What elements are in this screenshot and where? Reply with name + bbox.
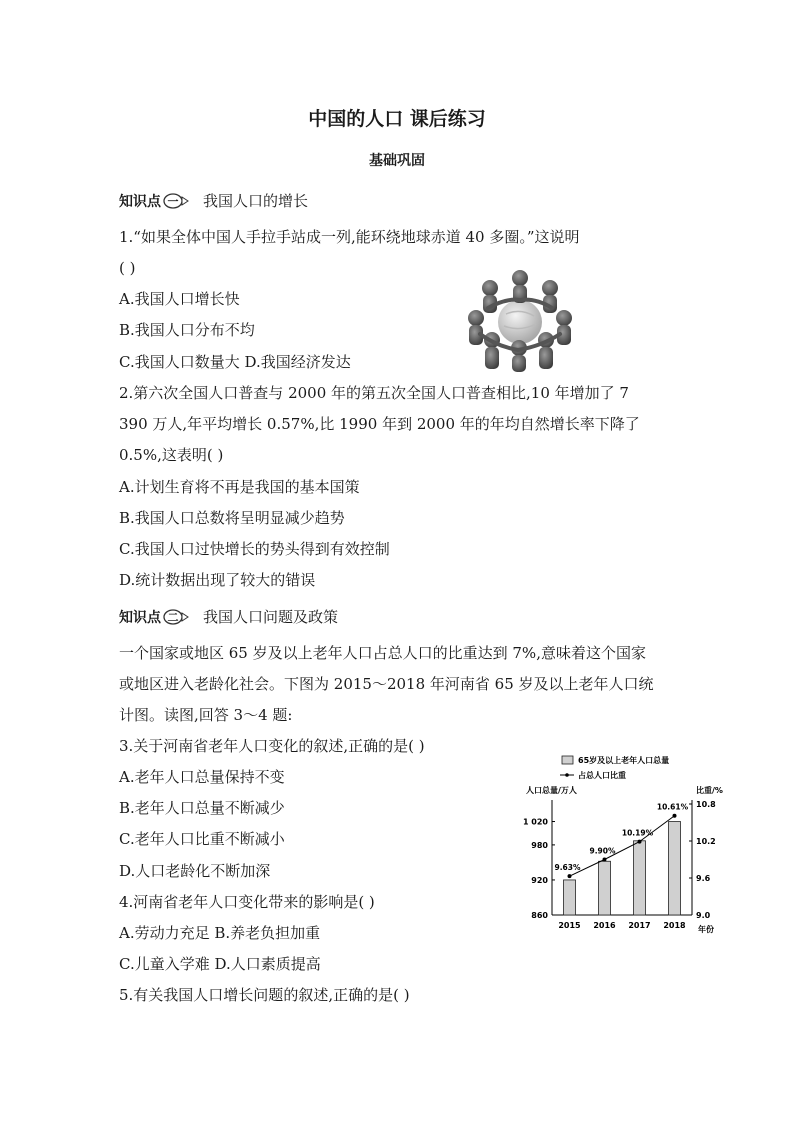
q3-option-d: D.人口老龄化不断加深 [119, 862, 271, 880]
y-axis-title: 人口总量/万人 [526, 786, 577, 795]
q4-option-cd: C.儿童入学难 D.人口素质提高 [119, 955, 321, 973]
q4-stem: 4.河南省老年人口变化带来的影响是( ) [119, 893, 375, 911]
q2-stem-line2: 390 万人,年平均增长 0.57%,比 1990 年到 2000 年的年均自然增长率下降了 [119, 415, 640, 433]
ratio-point [568, 874, 572, 878]
knowledge-point-badge-icon [163, 609, 189, 625]
q1-option-a: A.我国人口增长快 [119, 290, 240, 308]
x-axis-title: 年份 [698, 925, 714, 934]
q1-option-b: B.我国人口分布不均 [119, 321, 255, 339]
page-title: 中国的人口 课后练习 [308, 108, 486, 130]
q1-stem-line2: ( ) [119, 259, 136, 277]
q2-option-d: D.统计数据出现了较大的错误 [119, 571, 316, 589]
y-tick-label: 860 [531, 911, 548, 920]
ratio-point [673, 814, 677, 818]
elderly-population-chart [510, 750, 740, 940]
y2-tick-label: 10.2 [696, 837, 716, 846]
q3-option-c: C.老年人口比重不断减小 [119, 830, 285, 848]
ratio-point [638, 840, 642, 844]
x-tick-label: 2015 [558, 921, 581, 930]
ratio-series-line [570, 816, 675, 876]
knowledge-point-number: 二 [167, 610, 179, 624]
knowledge-point-title: 我国人口问题及政策 [203, 608, 339, 626]
q1-option-cd: C.我国人口数量大 D.我国经济发达 [119, 353, 351, 371]
bar [564, 880, 576, 915]
y-tick-label: 1 020 [522, 817, 548, 827]
bar [669, 822, 681, 915]
q3-option-a: A.老年人口总量保持不变 [119, 768, 285, 786]
knowledge-point-label: 知识点 [119, 609, 161, 626]
legend-line-marker [565, 773, 569, 777]
knowledge-point-1 [119, 190, 308, 211]
q1-stem-line1: 1.“如果全体中国人手拉手站成一列,能环绕地球赤道 40 多圈。”这说明 [119, 228, 580, 246]
knowledge-point-title: 我国人口的增长 [203, 192, 309, 210]
knowledge-point-badge-icon [163, 193, 189, 209]
q2-option-b: B.我国人口总数将呈明显减少趋势 [119, 509, 345, 527]
knowledge-point-2 [119, 606, 338, 627]
q3-stem: 3.关于河南省老年人口变化的叙述,正确的是( ) [119, 737, 425, 755]
y-tick-label: 980 [531, 840, 548, 850]
x-tick-label: 2016 [593, 921, 616, 930]
q5-stem: 5.有关我国人口增长问题的叙述,正确的是( ) [119, 986, 410, 1004]
intro-line2: 或地区进入老龄化社会。下图为 2015～2018 年河南省 65 岁及以上老年人口统 [119, 675, 654, 693]
legend-bar-swatch [562, 756, 573, 764]
chart-plot-area [523, 800, 716, 930]
knowledge-point-number: 一 [167, 194, 179, 208]
bar [634, 841, 646, 915]
q3-option-b: B.老年人口总量不断减少 [119, 799, 285, 817]
q2-stem-line3: 0.5%,这表明( ) [119, 446, 224, 464]
y2-tick-label: 10.8 [696, 800, 716, 809]
intro-line1: 一个国家或地区 65 岁及以上老年人口占总人口的比重达到 7%,意味着这个国家 [119, 644, 646, 662]
y-tick-label: 920 [531, 875, 548, 885]
ratio-point [603, 858, 607, 862]
ratio-point-label: 9.90% [589, 846, 616, 856]
y2-axis-title: 比重/% [696, 786, 723, 795]
ratio-point-label: 10.61% [656, 802, 689, 812]
people-around-globe-illustration [466, 268, 574, 372]
intro-line3: 计图。读图,回答 3～4 题: [119, 706, 293, 724]
y2-tick-label: 9.6 [696, 874, 711, 883]
legend-line-label: 占总人口比重 [578, 771, 626, 780]
q4-option-ab: A.劳动力充足 B.养老负担加重 [119, 924, 321, 942]
legend-bar-label: 65岁及以上老年人口总量 [578, 756, 670, 765]
q2-stem-line1: 2.第六次全国人口普查与 2000 年的第五次全国人口普查相比,10 年增加了 7 [119, 384, 629, 402]
bar [599, 861, 611, 915]
section-subtitle: 基础巩固 [369, 153, 425, 169]
knowledge-point-label: 知识点 [119, 193, 161, 210]
ratio-point-label: 9.63% [554, 863, 581, 873]
ratio-point-label: 10.19% [621, 828, 654, 838]
x-tick-label: 2017 [628, 921, 651, 930]
x-tick-label: 2018 [663, 921, 686, 930]
q2-option-c: C.我国人口过快增长的势头得到有效控制 [119, 540, 390, 558]
q2-option-a: A.计划生育将不再是我国的基本国策 [119, 478, 360, 496]
y2-tick-label: 9.0 [696, 911, 711, 920]
